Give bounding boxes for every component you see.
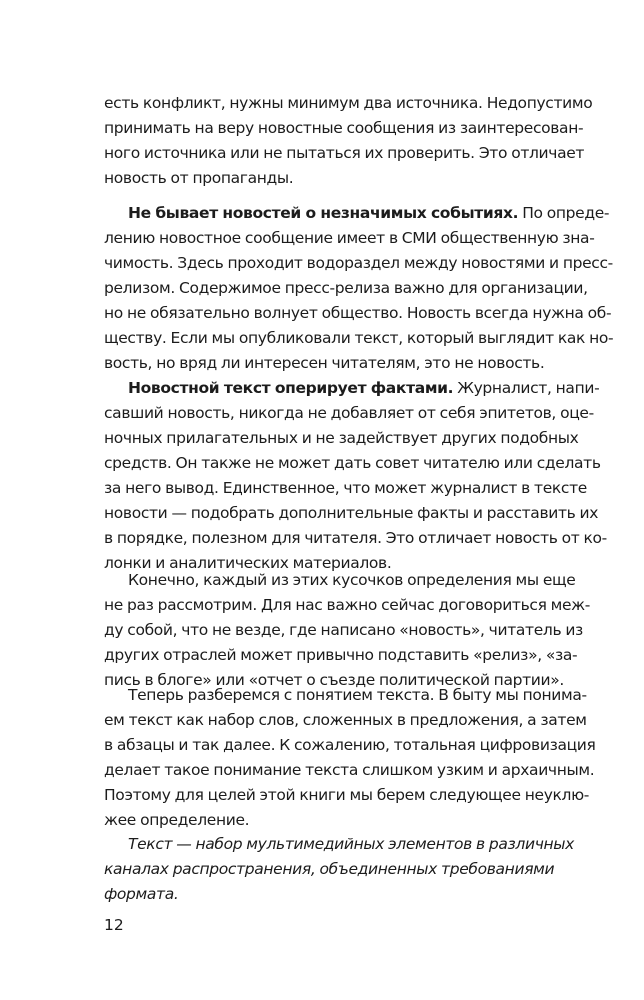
- text-run: По опреде-: [518, 204, 610, 222]
- text-line: Конечно, каждый из этих кусочков определения мы еще: [128, 571, 576, 589]
- text-line: савший новость, никогда не добавляет от себя эпитетов, оце-: [104, 404, 594, 422]
- text-line: лению новостное сообщение имеет в СМИ общественную зна-: [104, 229, 595, 247]
- text-line: Текст — набор мультимедийных элементов в различных: [128, 835, 574, 853]
- text-line: Поэтому для целей этой книги мы берем следующее неуклю-: [104, 786, 590, 804]
- text-line: [104, 201, 610, 226]
- paragraph-significance: [104, 201, 614, 376]
- text-line: ного источника или не пытаться их проверить. Это отличает: [104, 144, 585, 162]
- text-line: в порядке, полезном для читателя. Это отличает новость от ко-: [104, 529, 607, 547]
- text-line: принимать на веру новостные сообщения из заинтересован-: [104, 119, 584, 137]
- paragraph-sources: [104, 91, 593, 191]
- text-line: [104, 376, 600, 401]
- text-line: ду собой, что не везде, где написано «новость», читатель из: [104, 621, 583, 639]
- text-line: ществу. Если мы опубликовали текст, который выглядит как но-: [104, 329, 614, 347]
- text-line: есть конфликт, нужны минимум два источника. Недопустимо: [104, 94, 593, 112]
- text-line: делает такое понимание текста слишком узким и архаичным.: [104, 761, 595, 779]
- text-line: за него вывод. Единственное, что может журналист в тексте: [104, 479, 587, 497]
- bold-lead-in: Не бывает новостей о незначимых событиях.: [128, 204, 519, 222]
- text-line: жее определение.: [104, 811, 250, 829]
- page-number: 12: [104, 916, 124, 934]
- text-line: новость от пропаганды.: [104, 169, 294, 187]
- text-line: релизом. Содержимое пресс-релиза важно для организации,: [104, 279, 588, 297]
- text-line: ем текст как набор слов, сложенных в предложения, а затем: [104, 711, 587, 729]
- text-line: вость, но вряд ли интересен читателям, это не новость.: [104, 354, 545, 372]
- text-line: средств. Он также не может дать совет читателю или сделать: [104, 454, 601, 472]
- text-line: чимость. Здесь проходит водораздел между новостями и пресс-: [104, 254, 613, 272]
- text-line: не раз рассмотрим. Для нас важно сейчас договориться меж-: [104, 596, 591, 614]
- text-run: Журналист, напи-: [453, 379, 600, 397]
- text-line: других отраслей может привычно подставить «релиз», «за-: [104, 646, 578, 664]
- bold-lead-in: Новостной текст оперирует фактами.: [128, 379, 454, 397]
- text-line: в абзацы и так далее. К сожалению, тотальная цифровизация: [104, 736, 596, 754]
- text-line: ночных прилагательных и не задействует других подобных: [104, 429, 579, 447]
- text-line: пись в блоге» или «отчет о съезде политической партии».: [104, 671, 564, 689]
- paragraph-text-concept: [104, 683, 596, 833]
- text-line: лонки и аналитических материалов.: [104, 554, 392, 572]
- definition-italic: [104, 832, 574, 907]
- text-line: формата.: [104, 885, 179, 903]
- paragraph-facts: [104, 376, 607, 576]
- text-line: новости — подобрать дополнительные факты и расставить их: [104, 504, 599, 522]
- text-line: каналах распространения, объединенных требованиями: [104, 860, 555, 878]
- text-line: Теперь разберемся с понятием текста. В быту мы понима-: [128, 686, 587, 704]
- paragraph-definition-agreement: [104, 568, 591, 693]
- text-line: но не обязательно волнует общество. Новость всегда нужна об-: [104, 304, 612, 322]
